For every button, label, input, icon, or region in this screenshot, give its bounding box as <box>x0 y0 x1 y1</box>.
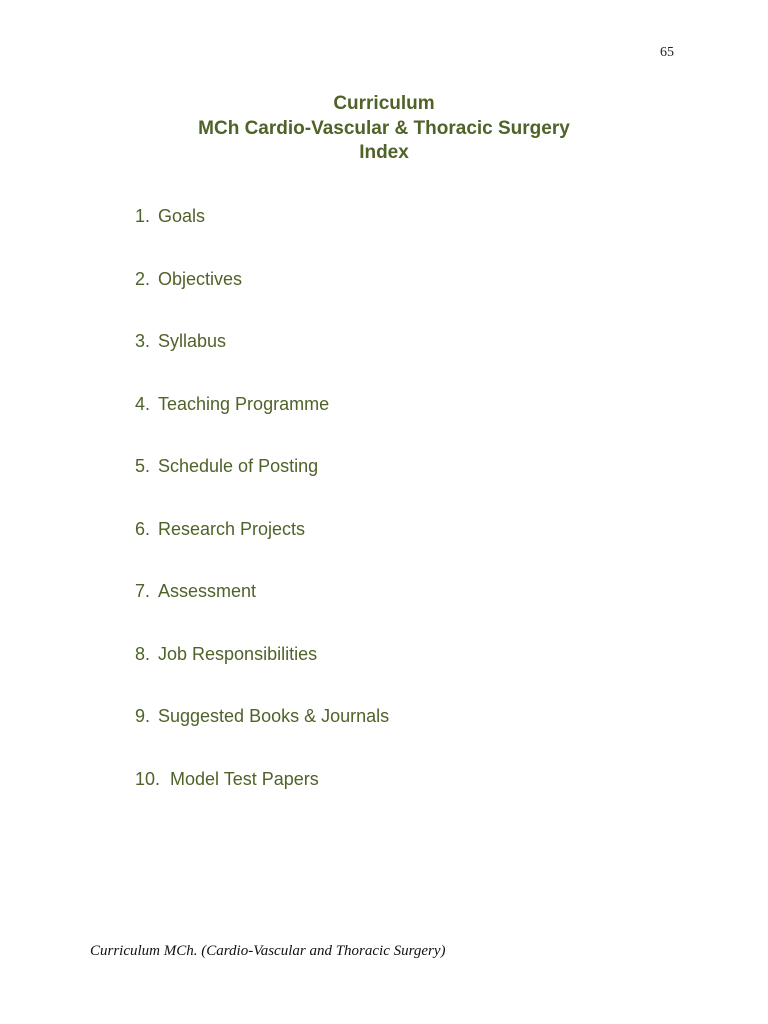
index-item-schedule-of-posting <box>135 452 389 515</box>
index-item-number: 6. <box>135 518 151 539</box>
index-item-label: Teaching Programme <box>158 393 330 414</box>
index-item-job-responsibilities <box>135 640 389 703</box>
index-item-research-projects <box>135 515 389 578</box>
index-item-label: Syllabus <box>158 331 227 351</box>
index-item-label: Model Test Papers <box>170 768 319 789</box>
index-item-number: 10. <box>135 768 161 789</box>
title-index: Index <box>359 142 409 163</box>
index-item-teaching-programme <box>135 390 389 453</box>
index-item-number: 5. <box>135 456 151 476</box>
page-number: 65 <box>660 45 674 60</box>
title-course: MCh Cardio-Vascular & Thoracic Surgery <box>198 117 570 139</box>
index-item-number: 8. <box>135 643 151 664</box>
page-footer: Curriculum MCh. (Cardio-Vascular and Thoracic Surgery) <box>90 943 446 959</box>
index-item-suggested-books-journals <box>135 702 389 765</box>
index-list <box>135 202 389 827</box>
index-item-label: Goals <box>158 206 206 226</box>
index-item-number: 7. <box>135 581 151 601</box>
index-item-number: 4. <box>135 393 151 414</box>
index-item-number: 3. <box>135 331 151 351</box>
index-item-assessment <box>135 577 389 640</box>
document-title <box>0 92 768 166</box>
index-item-number: 9. <box>135 706 151 726</box>
index-item-label: Job Responsibilities <box>158 643 318 664</box>
index-item-number: 1. <box>135 206 151 226</box>
index-item-number: 2. <box>135 268 151 289</box>
index-item-label: Suggested Books & Journals <box>158 706 390 726</box>
index-item-label: Schedule of Posting <box>158 456 319 476</box>
index-item-goals <box>135 202 389 265</box>
index-item-label: Objectives <box>158 268 243 289</box>
index-item-model-test-papers <box>135 765 389 828</box>
title-curriculum: Curriculum <box>333 93 435 114</box>
index-item-objectives <box>135 265 389 328</box>
index-item-label: Assessment <box>158 581 257 601</box>
index-item-label: Research Projects <box>158 518 306 539</box>
index-item-syllabus <box>135 327 389 390</box>
